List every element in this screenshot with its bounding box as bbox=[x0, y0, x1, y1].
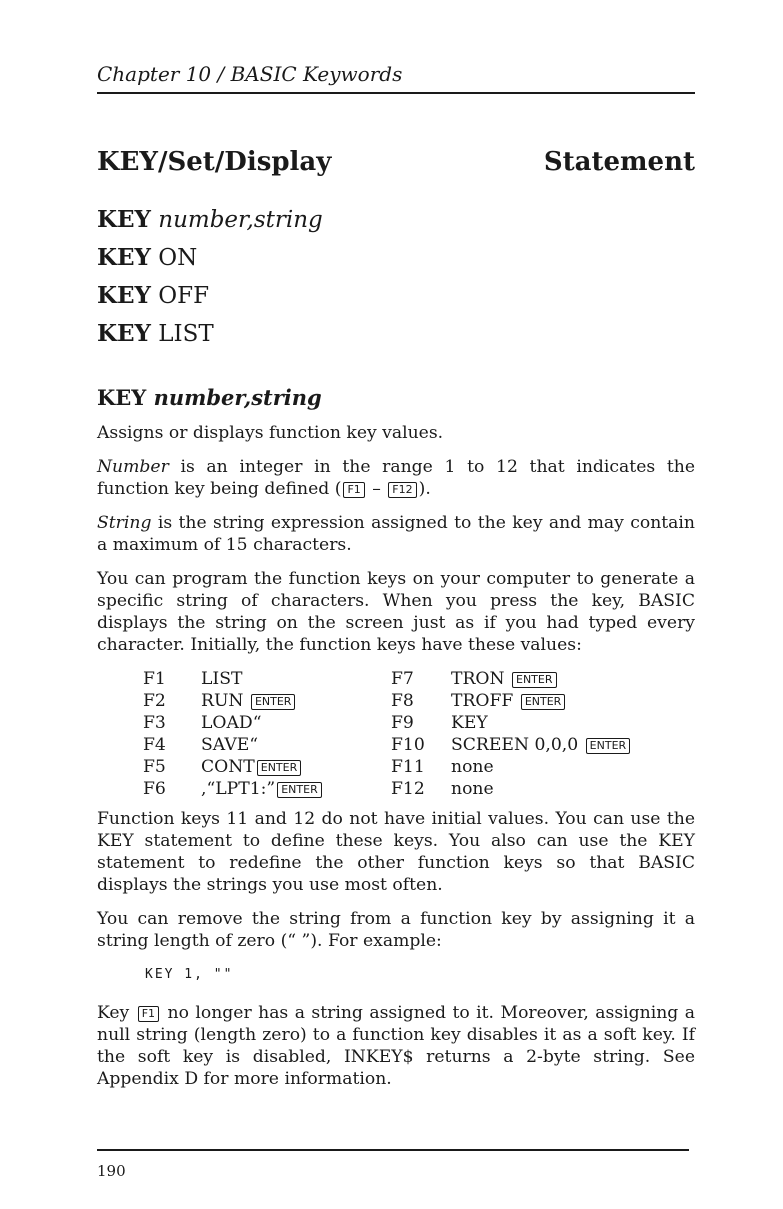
paragraph-text: You can remove the string from a function key by assigning it a string length of zero (“ ”). For example: bbox=[97, 909, 695, 951]
fkey-label: F1 bbox=[143, 669, 166, 689]
fkey-value: LOAD“ bbox=[201, 713, 262, 733]
f1-key-icon: F1 bbox=[138, 1006, 159, 1022]
section-keyword: KEY bbox=[97, 385, 147, 410]
paragraph bbox=[97, 1002, 695, 1090]
syntax-keyword: KEY bbox=[97, 320, 151, 347]
fkey-value: TROFF ENTER bbox=[451, 690, 691, 712]
paragraph-text: no longer has a string assigned to it. Moreover, assigning a null string (length zero) to a function key disables it as a soft key. If the soft key is disabled, INKEY$ returns a 2-byte string. See Appendix D for more information. bbox=[97, 1003, 695, 1089]
fkey-value: SAVE“ bbox=[201, 735, 259, 755]
code-example: KEY 1, "" bbox=[145, 967, 234, 982]
body-text bbox=[97, 422, 695, 1102]
syntax-args: OFF bbox=[158, 283, 210, 309]
fkey-label: F10 bbox=[391, 735, 425, 755]
page-title: KEY/Set/Display bbox=[97, 147, 332, 177]
syntax-line bbox=[97, 243, 323, 281]
paragraph bbox=[97, 456, 695, 500]
fkey-value: TRON ENTER bbox=[451, 668, 691, 690]
paragraph-text: is an integer in the range 1 to 12 that indicates the function key being defined ( bbox=[97, 457, 695, 499]
fkey-label: F5 bbox=[143, 757, 166, 777]
statement-type: Statement bbox=[543, 147, 695, 177]
syntax-keyword: KEY bbox=[97, 282, 151, 309]
fkey-label: F11 bbox=[391, 757, 425, 777]
fkey-label: F7 bbox=[391, 669, 414, 689]
f1-key-icon: F1 bbox=[343, 482, 364, 498]
section-args: number,string bbox=[153, 385, 322, 410]
paragraph-text: You can program the function keys on your computer to generate a specific string of characters. When you press the key, BASIC displays the string on the screen just as if you had typed every character. Initially, the function keys have these values: bbox=[97, 569, 695, 655]
enter-key-icon: ENTER bbox=[586, 738, 631, 754]
paragraph-text: ). bbox=[418, 479, 431, 499]
paragraph-text: Assigns or displays function key values. bbox=[97, 423, 444, 443]
syntax-keyword: KEY bbox=[97, 244, 151, 271]
syntax-args: LIST bbox=[158, 321, 214, 347]
syntax-line bbox=[97, 205, 323, 243]
fkey-value: LIST bbox=[201, 669, 243, 689]
fkey-label: F4 bbox=[143, 735, 166, 755]
paragraph-text: Key bbox=[97, 1003, 136, 1023]
running-title: Chapter 10 / BASIC Keywords bbox=[97, 62, 403, 86]
term: String bbox=[97, 513, 152, 533]
fkey-value: none bbox=[451, 779, 494, 799]
paragraph-text: is the string expression assigned to the key and may contain a maximum of 15 characters. bbox=[97, 513, 695, 555]
syntax-args: ON bbox=[158, 245, 198, 271]
syntax-keyword: KEY bbox=[97, 206, 151, 233]
fkey-label: F3 bbox=[143, 713, 166, 733]
dash: – bbox=[366, 479, 387, 499]
fkey-value: SCREEN 0,0,0 ENTER bbox=[451, 734, 691, 756]
fkey-value: ,“LPT1:” ENTER bbox=[201, 778, 391, 800]
fkey-value: RUN ENTER bbox=[201, 690, 391, 712]
fkey-value: KEY bbox=[451, 713, 488, 733]
f12-key-icon: F12 bbox=[388, 482, 416, 498]
running-header bbox=[97, 62, 695, 94]
page-title-row bbox=[97, 147, 695, 177]
paragraph bbox=[97, 422, 695, 444]
footer-divider bbox=[97, 1149, 689, 1151]
fkey-value: none bbox=[451, 757, 494, 777]
fkey-label: F6 bbox=[143, 779, 166, 799]
syntax-args: number,string bbox=[158, 207, 323, 233]
paragraph bbox=[97, 808, 695, 896]
syntax-line bbox=[97, 281, 323, 319]
fkey-label: F2 bbox=[143, 691, 166, 711]
enter-key-icon: ENTER bbox=[251, 694, 296, 710]
syntax-block bbox=[97, 205, 323, 357]
syntax-line bbox=[97, 319, 323, 357]
page-number: 190 bbox=[97, 1162, 126, 1180]
paragraph bbox=[97, 908, 695, 952]
fkey-label: F8 bbox=[391, 691, 414, 711]
fkey-label: F9 bbox=[391, 713, 414, 733]
fkey-label: F12 bbox=[391, 779, 425, 799]
enter-key-icon: ENTER bbox=[277, 782, 322, 798]
fkey-value: CONT ENTER bbox=[201, 756, 391, 778]
enter-key-icon: ENTER bbox=[257, 760, 302, 776]
paragraph-text: Function keys 11 and 12 do not have initial values. You can use the KEY statement to define these keys. You also can use the KEY statement to redefine the other function keys so that BASIC displays the strings you use most often. bbox=[97, 809, 695, 895]
enter-key-icon: ENTER bbox=[521, 694, 566, 710]
function-key-table bbox=[143, 668, 695, 800]
enter-key-icon: ENTER bbox=[512, 672, 557, 688]
paragraph bbox=[97, 568, 695, 656]
section-heading bbox=[97, 385, 322, 410]
term: Number bbox=[97, 457, 169, 477]
paragraph bbox=[97, 512, 695, 556]
